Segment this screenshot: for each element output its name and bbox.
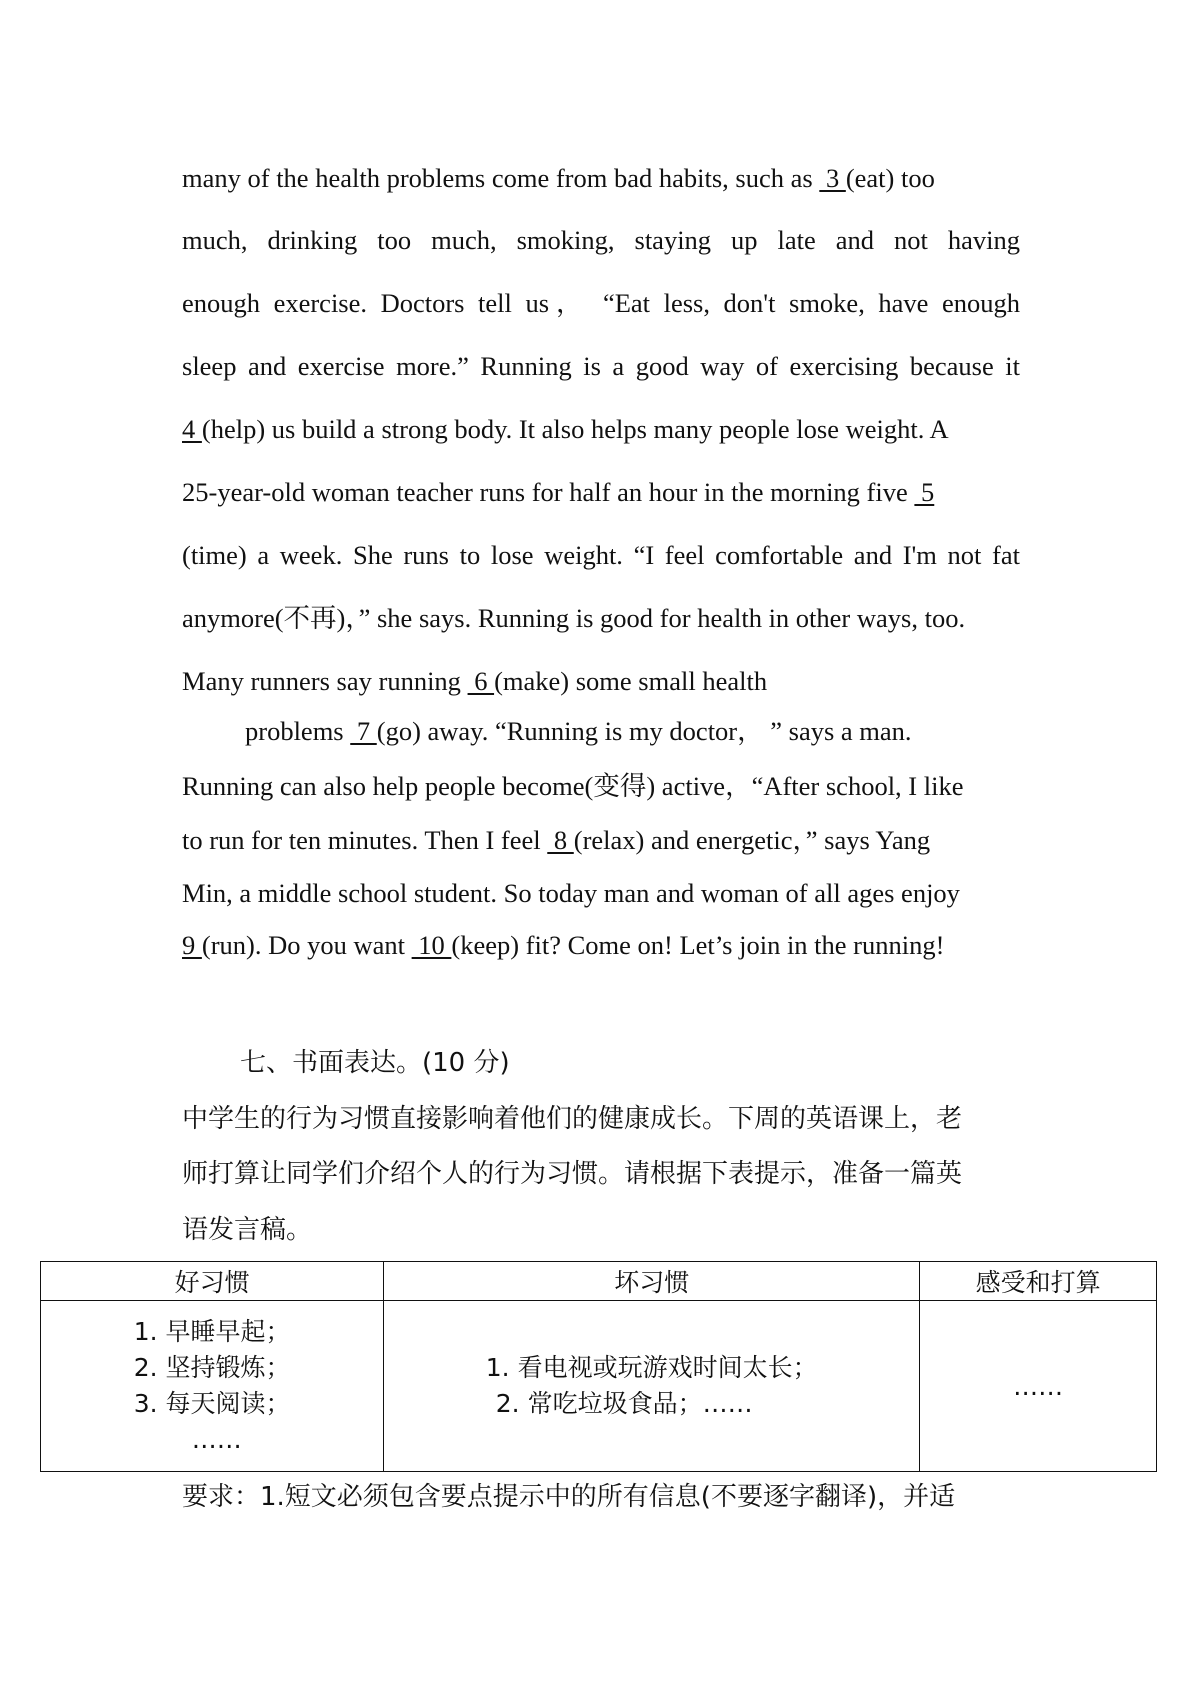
table-header-row [41, 1262, 1157, 1301]
passage-line-13: Min, a middle school student. So today man and woman of all ages enjoy [182, 878, 960, 908]
passage-text: (help) us build a strong body. It also helps many people lose weight. A [201, 414, 949, 444]
list-item: 3. 每天阅读； [133, 1389, 291, 1418]
bad-habits-cell [384, 1301, 920, 1472]
blank-8: 8 [547, 825, 574, 855]
section-intro-line-2: 师打算让同学们介绍个人的行为习惯。请根据下表提示，准备一篇英 [182, 1159, 963, 1189]
passage-text: many of the health problems come from bad habits, such as [182, 163, 820, 193]
passage-text: (keep) fit? Come on! Let’s join in the running! [451, 930, 945, 960]
header-good-habits: 好习惯 [41, 1262, 384, 1301]
list-item: 1. 看电视或玩游戏时间太长； [485, 1353, 818, 1382]
good-habits-list [134, 1314, 291, 1458]
passage-line-7: (time) a week. She runs to lose weight. “I feel comfortable and I'm not fat [182, 540, 1020, 570]
list-item: 2. 坚持锻炼； [133, 1353, 291, 1382]
passage-line-14 [182, 927, 1020, 963]
blank-3: 3 [819, 163, 846, 193]
blank-4: 4 [182, 414, 202, 444]
requirement-line: 要求：1.短文必须包含要点提示中的所有信息(不要逐字翻译)，并适 [182, 1482, 956, 1512]
blank-6: 6 [467, 666, 495, 696]
list-item: …… [191, 1425, 242, 1454]
habits-table [40, 1261, 1157, 1472]
passage-line-11: Running can also help people become(变得) active，“After school, I like [182, 771, 964, 801]
passage-line-4: sleep and exercise more.” Running is a good way of exercising because it [182, 351, 1020, 381]
blank-7: 7 [350, 716, 377, 746]
header-bad-habits: 坏习惯 [384, 1262, 920, 1301]
passage-line-8: anymore(不再)，” she says. Running is good for health in other ways, too. [182, 603, 966, 633]
blank-9: 9 [182, 930, 202, 960]
passage-text: (make) some small health [494, 666, 768, 696]
section-intro-line-1: 中学生的行为习惯直接影响着他们的健康成长。下周的英语课上，老 [182, 1104, 963, 1134]
passage-text: (run). Do you want [201, 930, 412, 960]
passage-line-1 [182, 160, 1020, 196]
good-habits-cell [41, 1301, 384, 1472]
passage-line-10 [245, 713, 1025, 749]
header-feelings-plans: 感受和打算 [920, 1262, 1157, 1301]
passage-text: to run for ten minutes. Then I feel [182, 825, 548, 855]
blank-10: 10 [411, 930, 452, 960]
passage-line-5 [182, 411, 1020, 447]
passage-line-2: much, drinking too much, smoking, staying up late and not having [182, 225, 1020, 255]
list-item: 2. 常吃垃圾食品；…… [495, 1389, 753, 1418]
passage-line-9 [182, 663, 1020, 699]
passage-text: (go) away. “Running is my doctor， ” says a man. [376, 716, 912, 746]
passage-text: Many runners say running [182, 666, 468, 696]
list-item: 1. 早睡早起； [133, 1317, 291, 1346]
feelings-cell: …… [920, 1301, 1157, 1472]
table-row [41, 1301, 1157, 1472]
section-title: 七、书面表达。(10 分) [240, 1048, 510, 1078]
section-intro-line-3: 语发言稿。 [182, 1215, 313, 1245]
passage-text: problems [245, 716, 351, 746]
passage-line-3: enough exercise. Doctors tell us， “Eat less, don't smoke, have enough [182, 288, 1020, 318]
blank-5: 5 [914, 477, 935, 507]
passage-text: 25-year-old woman teacher runs for half an hour in the morning five [182, 477, 915, 507]
passage-line-6 [182, 474, 1020, 510]
passage-line-12 [182, 822, 1020, 858]
passage-text: (eat) too [845, 163, 935, 193]
passage-text: (relax) and energetic，” says Yang [573, 825, 931, 855]
bad-habits-list [486, 1350, 818, 1422]
